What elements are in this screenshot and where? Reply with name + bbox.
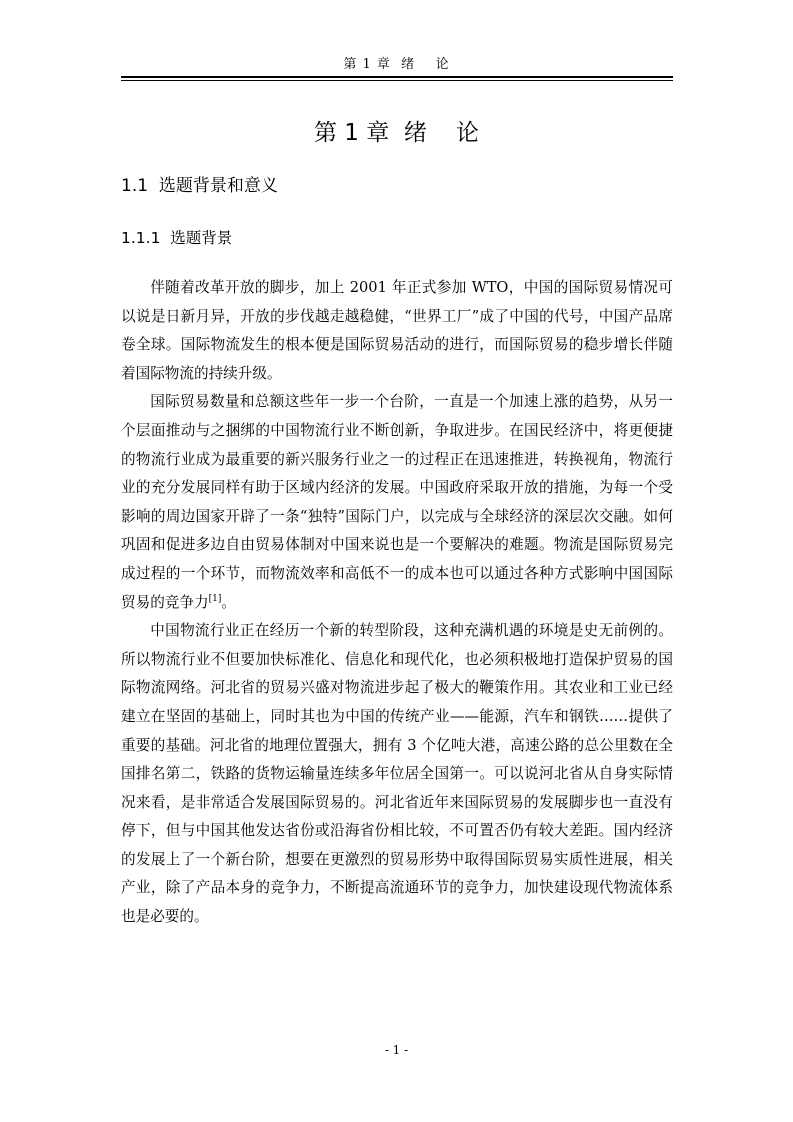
citation-reference: [1] — [208, 593, 222, 604]
paragraph-3 — [121, 617, 673, 932]
paragraph-2-text: 国际贸易数量和总额这些年一步一个台阶，一直是一个加速上涨的趋势，从另一个层面推动与之捆绑的中国物流行业不断创新，争取进步。在国民经济中，将更便捷的物流行业成为最重要的新兴服务行业之一的过程正在迅速推进，转换视角，物流行业的充分发展同样有助于区域内经济的发展。中国政府采取开放的措施，为每一个受影响的周边国家开辟了一条“独特”国际门户，以完成与全球经济的深层次交融。如何巩固和促进多边自由贸易体制对中国来说也是一个要解决的难题。物流是国际贸易完成过程的一个环节，而物流效率和高低不一的成本也可以通过各种方式影响中国国际贸易的竞争力 — [121, 393, 673, 611]
chapter-title: 第 1 章 绪 论 — [313, 120, 480, 146]
body-text — [121, 274, 673, 932]
section-heading: 1.1 选题背景和意义 — [121, 176, 278, 196]
paragraph-2-end: 。 — [221, 593, 236, 611]
paragraph-3-text: 中国物流行业正在经历一个新的转型阶段，这种充满机遇的环境是史无前例的。所以物流行业不但要加快标准化、信息化和现代化，也必须积极地打造保护贸易的国际物流网络。河北省的贸易兴盛对物流进步起了极大的鞭策作用。其农业和工业已经建立在坚固的基础上，同时其也为中国的传统产业——能源，汽车和钢铁……提供了重要的基础。河北省的地理位置强大，拥有 3 个亿吨大港，高速公路的总公里数在全国排名第二，铁路的货物运输量连续多年位居全国第一。可以说河北省从自身实际情况来看，是非常适合发展国际贸易的。河北省近年来国际贸易的发展脚步也一直没有停下，但与中国其他发达省份或沿海省份相比较，不可置否仍有较大差距。国内经济的发展上了一个新台阶，想要在更激烈的贸易形势中取得国际贸易实质性进展，相关产业，除了产品本身的竞争力，不断提高流通环节的竞争力，加快建设现代物流体系也是必要的。 — [121, 622, 673, 926]
header-rule-thin — [121, 80, 673, 81]
paragraph-2 — [121, 388, 673, 617]
subsection-heading: 1.1.1 选题背景 — [121, 229, 233, 247]
paragraph-1-text: 伴随着改革开放的脚步，加上 2001 年正式参加 WTO，中国的国际贸易情况可以说是日新月异，开放的步伐越走越稳健，“世界工厂”成了中国的代号，中国产品席卷全球。国际物流发生的根本便是国际贸易活动的进行，而国际贸易的稳步增长伴随着国际物流的持续升级。 — [121, 279, 673, 382]
header-rule-thick — [121, 76, 673, 78]
running-header: 第 1 章 绪 论 — [343, 57, 450, 72]
page-number: - 1 - — [384, 1043, 409, 1057]
paragraph-1 — [121, 274, 673, 388]
